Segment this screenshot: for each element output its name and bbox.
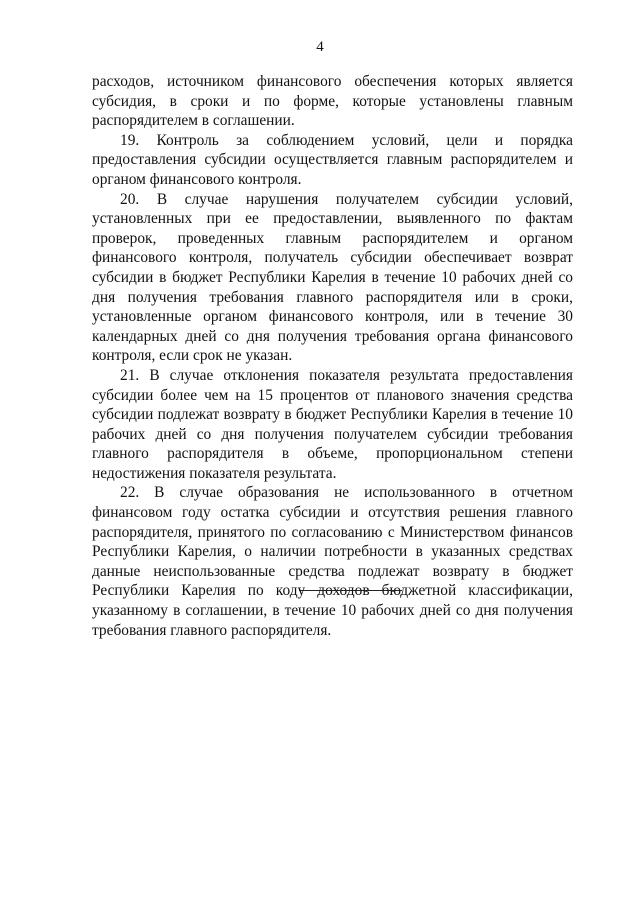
paragraph-21: 21. В случае отклонения показателя результата предоставления субсидии более чем на 15 процентов от планового значения средства субсидии подлежат возврату в бюджет Республики Карелия в течение 10 рабочих дней со дня получения получателем субсидии требования главного распорядителя в объеме, пропорциональном степени недостижения показателя результата. [92, 366, 573, 482]
paragraph-continuation: расходов, источником финансового обеспечения которых является субсидия, в сроки и по форме, которые установлены главным распорядителем в соглашении. [92, 73, 573, 130]
page-number: 4 [316, 39, 324, 55]
paragraph-22: 22. В случае образования не использованного в отчетном финансовом году остатка субсидии и отсутствия решения главного распорядителя, принятого по согласованию с Министерством финансов Республики Карелия, о наличии потребности в указанных средствах данные неиспользованные средства подлежат возврату в бюджет Республики Карелия по коду доходов бюджетной классификации, указанному в соглашении, в течение 10 рабочих дней со дня получения требования главного распорядителя. [92, 484, 573, 639]
document-body [92, 72, 573, 640]
paragraph-20: 20. В случае нарушения получателем субсидии условий, установленных при ее предоставлении, выявленного по фактам проверок, проведенных главным распорядителем и органом финансового контроля, получатель субсидии обеспечивает возврат субсидии в бюджет Республики Карелия в течение 10 рабочих дней со дня получения требования главного распорядителя или в сроки, установленные органом финансового контроля, или в течение 30 календарных дней со дня получения требования органа финансового контроля, если срок не указан. [92, 190, 573, 365]
paragraph-19: 19. Контроль за соблюдением условий, цели и порядка предоставления субсидии осуществляется главным распорядителем и органом финансового контроля. [92, 131, 573, 188]
end-separator-line [299, 590, 402, 591]
